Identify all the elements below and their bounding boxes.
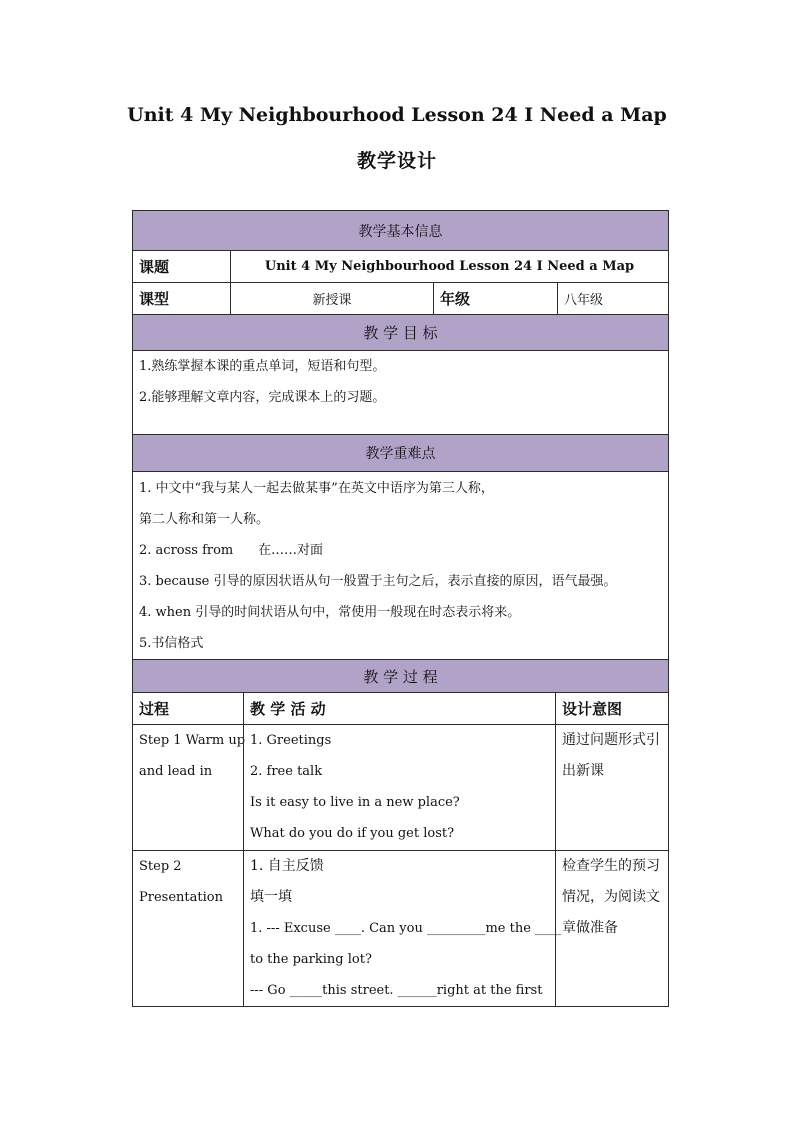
topic-row [132, 251, 669, 283]
topic-label: 课题 [139, 258, 170, 276]
activity-line: 填一填 [250, 889, 292, 905]
key-points-content [132, 472, 669, 660]
process-row-step2 [132, 851, 669, 1007]
key-point-item: 1. 中文中“我与某人一起去做某事”在英文中语序为第三人称， [139, 481, 494, 496]
intent-line: 章做准备 [562, 920, 618, 936]
objectives-header-label: 教 学 目 标 [363, 324, 438, 342]
objectives-header [132, 315, 669, 351]
key-point-item: 第二人称和第一人称。 [139, 512, 270, 527]
activity-line: 1. --- Excuse ____. Can you _________me the ____ [250, 921, 562, 936]
key-points-header [132, 435, 669, 472]
type-label: 课型 [139, 290, 170, 308]
intent-line: 情况，为阅读文 [562, 889, 660, 905]
step-label: Presentation [139, 890, 223, 905]
key-point-item: 5.书信格式 [139, 636, 204, 651]
process-header-label: 教 学 过 程 [363, 667, 438, 686]
activity-line: What do you do if you get lost? [250, 826, 455, 841]
step-label: and lead in [139, 764, 213, 779]
activity-line: to the parking lot? [250, 952, 372, 967]
basic-info-header-label: 教学基本信息 [358, 223, 443, 240]
type-value: 新授课 [230, 283, 433, 314]
document-subtitle: 教学设计 [356, 150, 437, 172]
activity-line: 1. 自主反馈 [250, 858, 324, 874]
process-header [132, 660, 669, 693]
document-title: Unit 4 My Neighbourhood Lesson 24 I Need a Map [127, 104, 667, 126]
activity-line: Is it easy to live in a new place? [250, 795, 460, 810]
intent-line: 检查学生的预习 [562, 858, 660, 874]
step-label: Step 1 Warm up [139, 733, 246, 748]
grade-label: 年级 [433, 283, 557, 314]
activity-line: 1. Greetings [250, 733, 332, 748]
basic-info-header [132, 210, 669, 251]
activity-line: 2. free talk [250, 764, 323, 779]
type-grade-row [132, 283, 669, 315]
intent-line: 出新课 [562, 763, 604, 779]
objectives-content [132, 351, 669, 435]
process-column-headers [132, 693, 669, 725]
intent-line: 通过问题形式引 [562, 732, 660, 748]
key-point-item: 4. when 引导的时间状语从句中，常使用一般现在时态表示将来。 [139, 605, 521, 620]
col-activity-header: 教 学 活 动 [243, 693, 555, 724]
process-row-step1 [132, 725, 669, 851]
step-label: Step 2 [139, 859, 182, 874]
objective-item: 1.熟练掌握本课的重点单词，短语和句型。 [139, 359, 386, 374]
col-process-header: 过程 [139, 700, 170, 718]
key-point-item: 2. across from 在……对面 [139, 543, 324, 558]
col-intent-header: 设计意图 [555, 693, 668, 724]
topic-value: Unit 4 My Neighbourhood Lesson 24 I Need a Map [230, 251, 668, 282]
key-point-item: 3. because 引导的原因状语从句一般置于主句之后，表示直接的原因，语气最强。 [139, 574, 617, 589]
key-points-header-label: 教学重难点 [365, 446, 436, 462]
grade-value: 八年级 [557, 283, 668, 314]
objective-item: 2.能够理解文章内容，完成课本上的习题。 [139, 390, 386, 405]
activity-line: --- Go _____this street. ______right at the first [250, 983, 543, 998]
